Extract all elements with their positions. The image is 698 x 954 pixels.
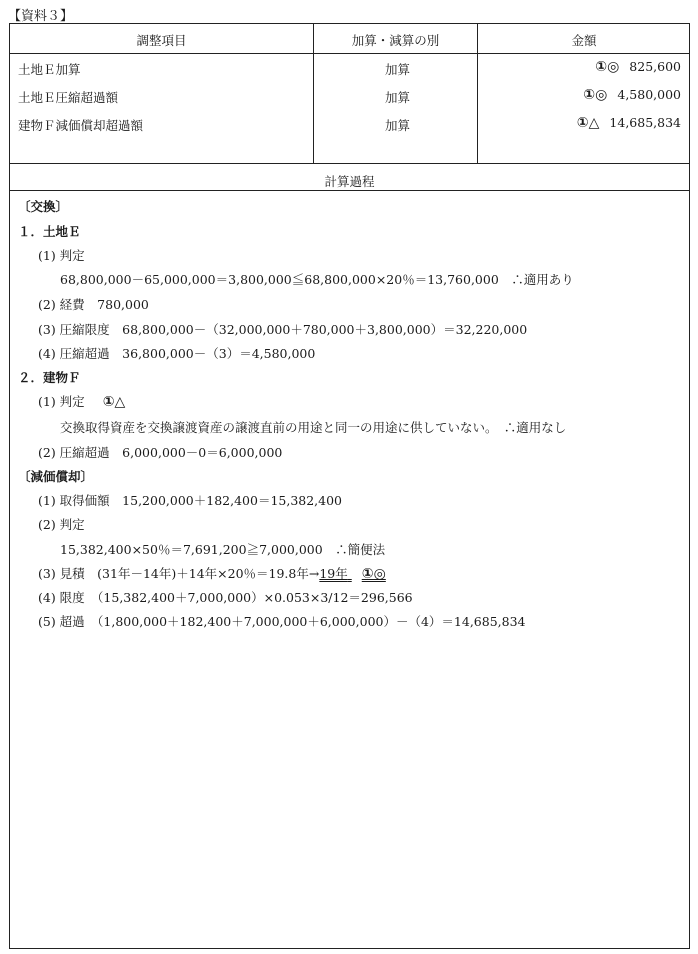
score-mark: ①◎: [583, 87, 608, 103]
section-divider: [10, 190, 689, 191]
calc-line: (4) 圧縮超過 36,800,000－（3）＝4,580,000: [38, 346, 316, 361]
calc-line: (1) 取得価額 15,200,000＋182,400＝15,382,400: [38, 493, 343, 508]
table-row-amount: [583, 87, 681, 103]
score-mark: ①◎: [361, 566, 386, 582]
calc-line-text: (3) 見積 (31年－14年)＋14年×20％＝19.8年→: [38, 566, 320, 581]
calc-line: (4) 限度 （15,382,400＋7,000,000）×0.053×3/12＝296,566: [38, 590, 413, 605]
section-heading-depreciation: 〔減価償却〕: [18, 469, 94, 484]
subheading-building-f: ２．建物Ｆ: [18, 370, 81, 385]
calc-line: (2) 判定: [38, 517, 85, 532]
table-row-amount: [577, 115, 681, 131]
calc-line: [38, 564, 386, 582]
calc-line: 15,382,400×50％＝7,691,200≧7,000,000 ∴簡便法: [60, 542, 386, 557]
calc-line: [38, 392, 125, 410]
section-divider: [10, 163, 689, 164]
table-row-item: 土地Ｅ加算: [18, 62, 81, 77]
subheading-land-e: １．土地Ｅ: [18, 224, 81, 239]
calc-line: (1) 判定: [38, 248, 85, 263]
amount-value: 4,580,000: [617, 87, 681, 102]
calc-line: 68,800,000－65,000,000＝3,800,000≦68,800,000×20％＝13,760,000 ∴適用あり: [60, 272, 574, 287]
calc-line-text: (1) 判定: [38, 394, 85, 409]
amount-value: 825,600: [629, 59, 681, 74]
calc-process-title: 計算過程: [324, 174, 375, 189]
score-mark: ①△: [102, 394, 126, 410]
header-adjustment-item: 調整項目: [136, 33, 187, 48]
section-heading-exchange: 〔交換〕: [18, 199, 69, 214]
amount-value: 14,685,834: [609, 115, 681, 130]
header-divider: [10, 53, 689, 54]
data-table-frame: [9, 23, 690, 949]
header-amount: 金額: [571, 33, 597, 48]
table-row-amount: [595, 59, 681, 75]
table-row-type: 加算: [384, 90, 410, 105]
useful-life-result: 19年: [319, 566, 348, 581]
calc-line: 交換取得資産を交換譲渡資産の譲渡直前の用途と同一の用途に供していない。 ∴適用なし: [60, 420, 567, 435]
score-mark: ①△: [576, 115, 600, 131]
calc-line: (3) 圧縮限度 68,800,000－（32,000,000＋780,000＋3,800,000）＝32,220,000: [38, 322, 528, 337]
calc-line: (5) 超過 （1,800,000＋182,400＋7,000,000＋6,000,000）－（4）＝14,685,834: [38, 614, 526, 629]
table-row-type: 加算: [384, 62, 410, 77]
calc-line: (2) 圧縮超過 6,000,000－0＝6,000,000: [38, 445, 283, 460]
table-row-type: 加算: [384, 118, 410, 133]
table-row-item: 土地Ｅ圧縮超過額: [18, 90, 119, 105]
header-add-subtract: 加算・減算の別: [351, 33, 440, 48]
document-label: 【資料３】: [8, 9, 74, 24]
score-mark: ①◎: [595, 59, 620, 75]
calc-line: (2) 経費 780,000: [38, 297, 149, 312]
table-row-item: 建物Ｆ減価償却超過額: [18, 118, 144, 133]
